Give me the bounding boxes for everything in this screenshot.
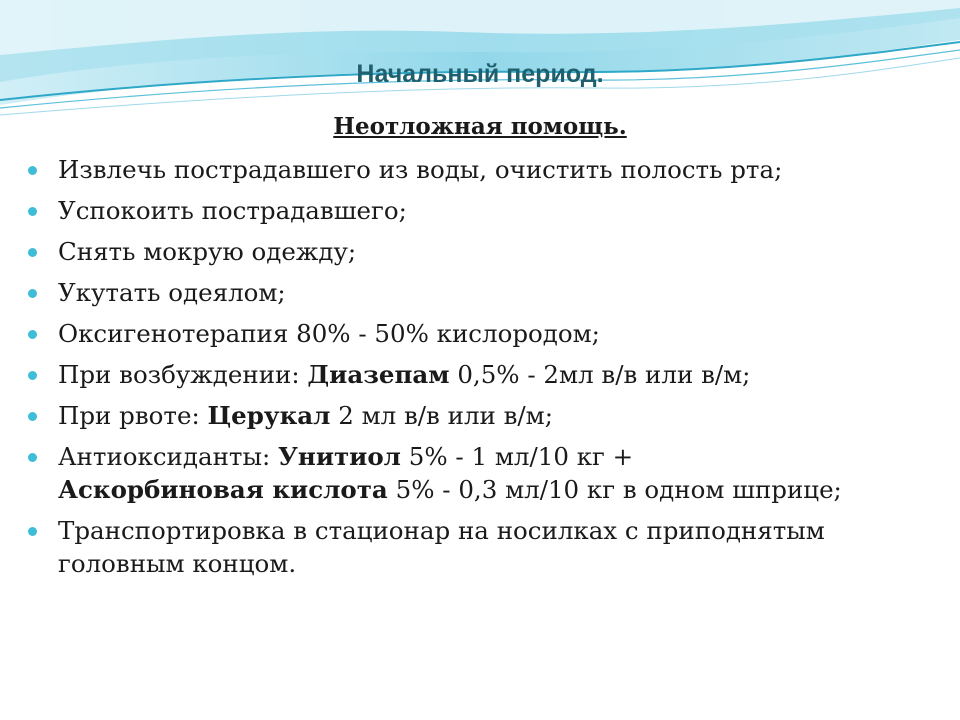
drug-name: Аскорбиновая кислота <box>58 475 388 504</box>
bullet-icon <box>28 207 37 216</box>
bullet-list <box>28 153 943 588</box>
item-text: Извлечь пострадавшего из воды, очистить полость рта; <box>58 155 783 184</box>
list-item <box>28 276 943 309</box>
item-text: Оксигенотерапия 80% - 50% кислородом; <box>58 319 600 348</box>
list-item <box>28 399 943 432</box>
item-prefix: Антиоксиданты: <box>58 442 278 471</box>
bullet-icon <box>28 289 37 298</box>
slide-title: Начальный период. <box>356 60 604 88</box>
drug-name: Диазепам <box>307 360 450 389</box>
item-text: Транспортировка в стационар на носилках с приподнятым головным концом. <box>58 516 825 578</box>
item-prefix: При рвоте: <box>58 401 208 430</box>
item-dosage: 5% - 1 мл/10 кг + <box>400 442 634 471</box>
item-prefix: При возбуждении: <box>58 360 308 389</box>
list-item <box>28 194 943 227</box>
list-item <box>28 514 943 580</box>
list-item <box>28 358 943 391</box>
item-text: Успокоить пострадавшего; <box>58 196 407 225</box>
item-text: Укутать одеялом; <box>58 278 286 307</box>
item-dosage: 5% - 0,3 мл/10 кг в одном шприце; <box>387 475 842 504</box>
item-text: Снять мокрую одежду; <box>58 237 357 266</box>
bullet-icon <box>28 371 37 380</box>
bullet-icon <box>28 166 37 175</box>
item-dosage: 0,5% - 2мл в/в или в/м; <box>449 360 751 389</box>
list-item <box>28 153 943 186</box>
bullet-icon <box>28 248 37 257</box>
bullet-icon <box>28 527 37 536</box>
list-item <box>28 235 943 268</box>
list-item <box>28 440 943 506</box>
subheading: Неотложная помощь. <box>333 113 627 140</box>
bullet-icon <box>28 330 37 339</box>
bullet-icon <box>28 453 37 462</box>
bullet-icon <box>28 412 37 421</box>
drug-name: Церукал <box>207 401 331 430</box>
list-item <box>28 317 943 350</box>
drug-name: Унитиол <box>278 442 401 471</box>
item-dosage: 2 мл в/в или в/м; <box>330 401 553 430</box>
